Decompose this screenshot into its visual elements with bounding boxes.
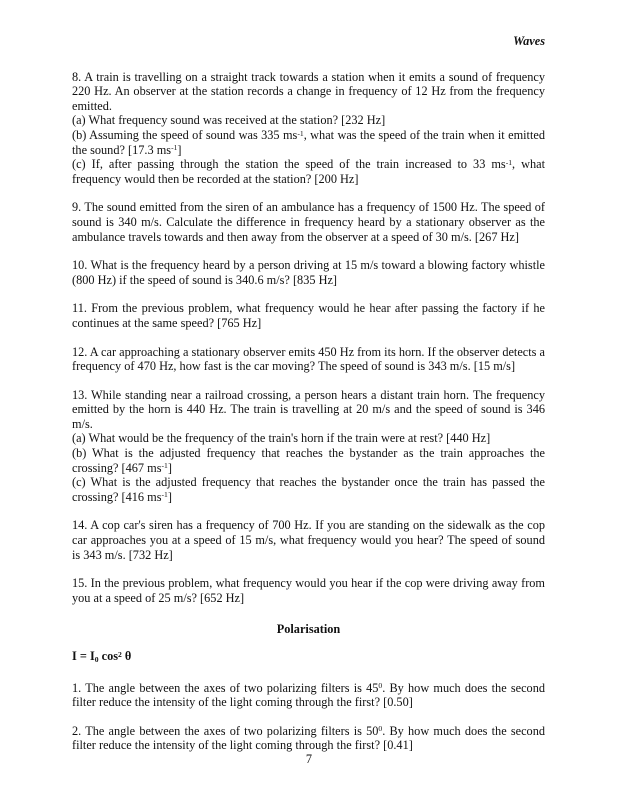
problem-9: 9. The sound emitted from the siren of an ambulance has a frequency of 1500 Hz. The speed of sound is 340 m/s. Calculate the difference in frequency heard by a stationary observer as the ambulance travels towards and then away from the observer at a speed of 30 m/s. [267 Hz] xyxy=(72,200,545,244)
page-number: 7 xyxy=(305,752,313,767)
intensity-formula: $I = I_0$ $\cos^2 \theta$ xyxy=(72,649,132,664)
problem-15: 15. In the previous problem, what frequency would you hear if the cop were driving away from you at a speed of 25 m/s? [652 Hz] xyxy=(72,576,545,605)
problem-8: 8. A train is travelling on a straight track towards a station when it emits a sound of frequency 220 Hz. An observer at the station records a change in frequency of 12 Hz from the frequency emitted. (a) What frequency sound was received at the station? [232 Hz] (b) Assuming the speed of sound was 335 $ms^{-1}$, what was the speed of the train when it emitted the sound? [17.3 $ms^{-1}$] (c) If, after passing through the station the speed of the train increased to 33 $ms^{-1}$, what frequency would then be recorded at the station? [200 Hz] xyxy=(72,69,545,186)
polarisation-heading: Polarisation xyxy=(276,622,341,637)
problem-14: 14. A cop car's siren has a frequency of 700 Hz. If you are standing on the sidewalk as the cop car approaches you at a speed of 15 m/s, what frequency would you hear? The speed of sound is 343 m/s. [732 Hz] xyxy=(72,518,545,562)
page-header xyxy=(72,34,545,49)
problem-13: 13. While standing near a railroad crossing, a person hears a distant train horn. The frequency emitted by the horn is 440 Hz. The train is travelling at 20 m/s and the speed of sound is 346 m/s. (a) What would be the frequency of the train's horn if the train were at rest? [440 Hz] (b) What is the adjusted frequency that reaches the bystander as the train approaches the crossing? [467 $ms^{-1}$] (c) What is the adjusted frequency that reaches the bystander once the train has passed the crossing? [416 $ms^{-1}$] xyxy=(72,387,545,504)
document-body xyxy=(72,70,545,753)
polarisation-problem-1: 1. The angle between the axes of two polarizing filters is $45^0$. By how much does the second filter reduce the intensity of the light coming through the first? [0.50] xyxy=(72,680,545,710)
problem-11: 11. From the previous problem, what frequency would he hear after passing the factory if he continues at the same speed? [765 Hz] xyxy=(72,301,545,330)
polarisation-problem-2: 2. The angle between the axes of two polarizing filters is $50^0$. By how much does the second filter reduce the intensity of the light coming through the first? [0.41] xyxy=(72,723,545,753)
problem-12: 12. A car approaching a stationary observer emits 450 Hz from its horn. If the observer detects a frequency of 470 Hz, how fast is the car moving? The speed of sound is 343 m/s. [15 m/s] xyxy=(72,344,545,374)
page-footer xyxy=(0,752,618,767)
header-title: Waves xyxy=(513,34,545,48)
problem-10: 10. What is the frequency heard by a person driving at 15 m/s toward a blowing factory whistle (800 Hz) if the speed of sound is 340.6 m/s? [835 Hz] xyxy=(72,258,545,287)
